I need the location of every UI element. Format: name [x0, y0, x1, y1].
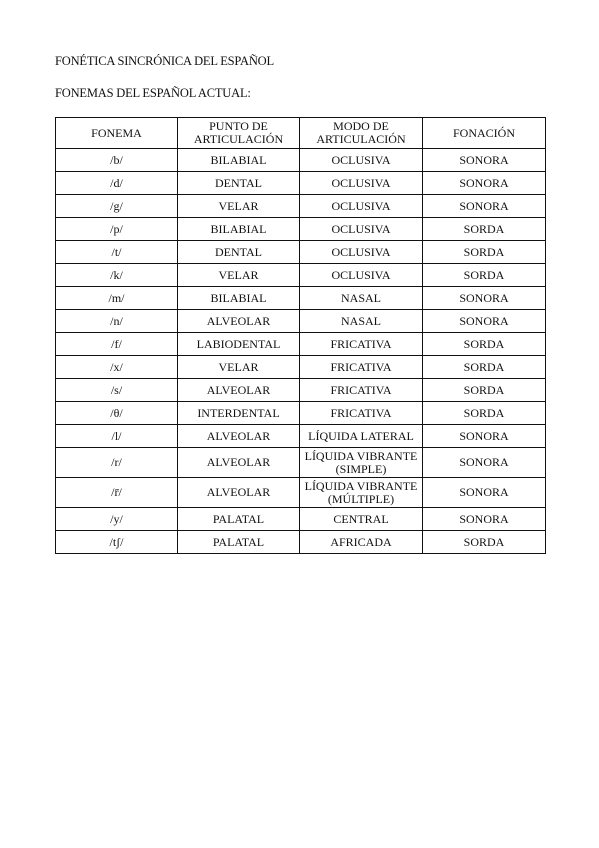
fonema-cell: /m/ — [56, 287, 178, 310]
header-fonema: FONEMA — [56, 118, 178, 149]
document-title: FONÉTICA SINCRÓNICA DEL ESPAÑOL — [55, 54, 274, 68]
table-row — [56, 172, 546, 195]
fonema-cell: /b/ — [56, 149, 178, 172]
modo-cell: OCLUSIVA — [300, 264, 423, 287]
modo-cell: FRICATIVA — [300, 402, 423, 425]
modo-cell: LÍQUIDA VIBRANTE (SIMPLE) — [300, 448, 423, 478]
modo-cell: FRICATIVA — [300, 333, 423, 356]
modo-cell: FRICATIVA — [300, 356, 423, 379]
fonema-cell: /d/ — [56, 172, 178, 195]
fonacion-cell: SONORA — [423, 149, 546, 172]
table-row — [56, 333, 546, 356]
modo-cell: OCLUSIVA — [300, 218, 423, 241]
punto-cell: LABIODENTAL — [178, 333, 300, 356]
phoneme-table — [55, 117, 546, 554]
fonacion-cell: SORDA — [423, 241, 546, 264]
punto-cell: ALVEOLAR — [178, 379, 300, 402]
table-row — [56, 287, 546, 310]
fonema-cell: /x/ — [56, 356, 178, 379]
punto-cell: VELAR — [178, 264, 300, 287]
fonacion-cell: SORDA — [423, 402, 546, 425]
header-modo-articulacion: MODO DE ARTICULACIÓN — [300, 118, 423, 149]
fonacion-cell: SONORA — [423, 425, 546, 448]
punto-cell: ALVEOLAR — [178, 448, 300, 478]
punto-cell: VELAR — [178, 195, 300, 218]
table-row — [56, 531, 546, 554]
modo-cell: NASAL — [300, 310, 423, 333]
table-row — [56, 508, 546, 531]
table-row — [56, 310, 546, 333]
punto-cell: BILABIAL — [178, 218, 300, 241]
fonacion-cell: SORDA — [423, 333, 546, 356]
table-row — [56, 356, 546, 379]
fonema-cell: /t/ — [56, 241, 178, 264]
modo-cell: OCLUSIVA — [300, 172, 423, 195]
fonacion-cell: SONORA — [423, 448, 546, 478]
modo-cell: OCLUSIVA — [300, 241, 423, 264]
table-body — [56, 149, 546, 554]
fonema-cell: /l/ — [56, 425, 178, 448]
table-row — [56, 241, 546, 264]
modo-cell: OCLUSIVA — [300, 149, 423, 172]
header-punto-articulacion: PUNTO DE ARTICULACIÓN — [178, 118, 300, 149]
fonacion-cell: SONORA — [423, 478, 546, 508]
table-row — [56, 379, 546, 402]
punto-cell: INTERDENTAL — [178, 402, 300, 425]
fonema-cell: /p/ — [56, 218, 178, 241]
fonacion-cell: SONORA — [423, 287, 546, 310]
modo-cell: CENTRAL — [300, 508, 423, 531]
fonema-cell: /k/ — [56, 264, 178, 287]
fonema-cell: /θ/ — [56, 402, 178, 425]
header-fonacion: FONACIÓN — [423, 118, 546, 149]
fonema-cell: /s/ — [56, 379, 178, 402]
fonacion-cell: SONORA — [423, 508, 546, 531]
fonema-cell: /g/ — [56, 195, 178, 218]
fonacion-cell: SORDA — [423, 264, 546, 287]
table-row — [56, 149, 546, 172]
punto-cell: ALVEOLAR — [178, 425, 300, 448]
punto-cell: DENTAL — [178, 241, 300, 264]
modo-cell: NASAL — [300, 287, 423, 310]
table-header-row — [56, 118, 546, 149]
fonacion-cell: SORDA — [423, 531, 546, 554]
fonacion-cell: SONORA — [423, 310, 546, 333]
punto-cell: ALVEOLAR — [178, 478, 300, 508]
fonema-cell: /tʃ/ — [56, 531, 178, 554]
punto-cell: BILABIAL — [178, 287, 300, 310]
fonema-cell: /y/ — [56, 508, 178, 531]
fonema-cell: /r̄/ — [56, 478, 178, 508]
document-subtitle: FONEMAS DEL ESPAÑOL ACTUAL: — [55, 86, 251, 100]
fonacion-cell: SONORA — [423, 195, 546, 218]
modo-cell: LÍQUIDA LATERAL — [300, 425, 423, 448]
table-row — [56, 402, 546, 425]
table-row — [56, 264, 546, 287]
modo-cell: OCLUSIVA — [300, 195, 423, 218]
table-row — [56, 218, 546, 241]
table-row — [56, 195, 546, 218]
punto-cell: BILABIAL — [178, 149, 300, 172]
fonacion-cell: SONORA — [423, 172, 546, 195]
punto-cell: DENTAL — [178, 172, 300, 195]
modo-cell: FRICATIVA — [300, 379, 423, 402]
fonema-cell: /n/ — [56, 310, 178, 333]
modo-cell: AFRICADA — [300, 531, 423, 554]
fonacion-cell: SORDA — [423, 379, 546, 402]
fonacion-cell: SORDA — [423, 218, 546, 241]
punto-cell: PALATAL — [178, 508, 300, 531]
fonacion-cell: SORDA — [423, 356, 546, 379]
punto-cell: VELAR — [178, 356, 300, 379]
table-row — [56, 448, 546, 478]
fonema-cell: /r/ — [56, 448, 178, 478]
modo-cell: LÍQUIDA VIBRANTE (MÚLTIPLE) — [300, 478, 423, 508]
table-row — [56, 478, 546, 508]
fonema-cell: /f/ — [56, 333, 178, 356]
table-row — [56, 425, 546, 448]
punto-cell: PALATAL — [178, 531, 300, 554]
punto-cell: ALVEOLAR — [178, 310, 300, 333]
